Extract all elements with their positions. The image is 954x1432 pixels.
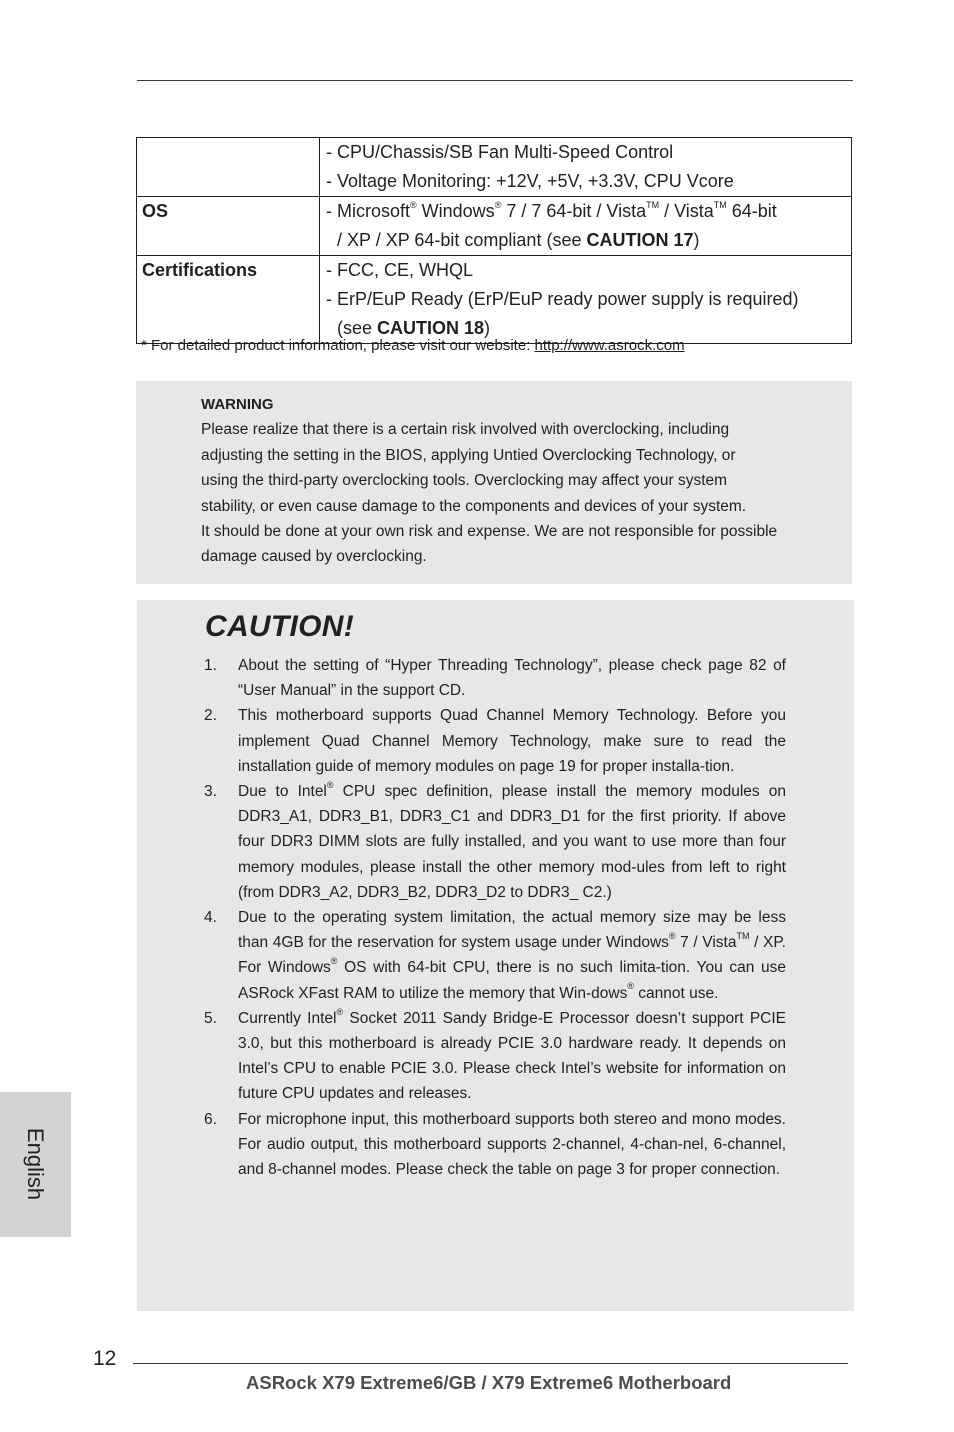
spec-line: - Microsoft® Windows® 7 / 7 64-bit / Vista™ / Vista™ 64-bit bbox=[326, 200, 777, 221]
header-rule bbox=[137, 80, 853, 81]
spec-line: / XP / XP 64-bit compliant (see CAUTION 17) bbox=[337, 230, 700, 250]
spec-label-os: OS bbox=[137, 197, 320, 256]
warning-line: stability, or even cause damage to the components and devices of your system. bbox=[201, 497, 747, 515]
table-row bbox=[137, 256, 852, 344]
caution-list bbox=[202, 653, 786, 1182]
warning-line: It should be done at your own risk and expense. We are not responsible for possible bbox=[201, 523, 778, 541]
spec-line: (see CAUTION 18) bbox=[337, 318, 491, 338]
spec-label-certifications: Certifications bbox=[137, 256, 320, 344]
table-row bbox=[137, 138, 852, 197]
table-row bbox=[137, 197, 852, 256]
spec-label-empty bbox=[137, 138, 320, 197]
language-tab bbox=[0, 1092, 71, 1237]
footer-title: ASRock X79 Extreme6/GB / X79 Extreme6 Motherboard bbox=[246, 1372, 732, 1393]
list-item: 2. This motherboard supports Quad Channel Memory Technology. Before you implement Quad Channel Memory Technology, make sure to read the installation guide of memory modules on page 19 for proper installa-tion. bbox=[204, 707, 786, 775]
warning-title: WARNING bbox=[201, 396, 274, 413]
caution-box bbox=[137, 600, 854, 1311]
warning-line: adjusting the setting in the BIOS, applying Untied Overclocking Technology, or bbox=[201, 446, 736, 464]
spec-line: - Voltage Monitoring: +12V, +5V, +3.3V, CPU Vcore bbox=[326, 171, 734, 191]
spec-line: - ErP/EuP Ready (ErP/EuP ready power supply is required) bbox=[326, 289, 799, 309]
list-item: 1. About the setting of “Hyper Threading Technology”, please check page 82 of “User Manual” in the support CD. bbox=[204, 657, 786, 700]
spec-line: - FCC, CE, WHQL bbox=[326, 260, 473, 280]
warning-line: using the third-party overclocking tools. Overclocking may affect your system bbox=[201, 472, 728, 490]
list-item: 6. For microphone input, this motherboard supports both stereo and mono modes. For audio output, this motherboard supports 2-channel, 4-chan-nel, 6-channel, and 8-channel modes. Please check the table on page 3 for proper connection. bbox=[204, 1110, 786, 1179]
list-item: 4. Due to the operating system limitation, the actual memory size may be less than 4GB for the reservation for system usage under Windows® 7 / Vista™ / XP. For Windows® OS with 64-bit CPU, there is no such limita-tion. You can use ASRock XFast RAM to utilize the memory that Win-dows® cannot use. bbox=[204, 909, 786, 1002]
spec-table bbox=[136, 137, 852, 344]
list-item: 5. Currently Intel® Socket 2011 Sandy Bridge-E Processor doesn’t support PCIE 3.0, but this motherboard is already PCIE 3.0 hardware ready. It depends on Intel’s CPU to enable PCIE 3.0. Please check Intel’s website for information on future CPU updates and releases. bbox=[204, 1006, 786, 1103]
language-tab-label: English bbox=[23, 1127, 48, 1201]
footnote: * For detailed product information, please visit our website: http://www.asrock.com bbox=[141, 337, 685, 354]
spec-line: - CPU/Chassis/SB Fan Multi-Speed Control bbox=[326, 142, 674, 162]
caution-title: CAUTION! bbox=[205, 610, 355, 643]
warning-line: Please realize that there is a certain risk involved with overclocking, including bbox=[201, 421, 730, 439]
spec-value-fan-voltage bbox=[320, 138, 852, 197]
website-link[interactable]: http://www.asrock.com bbox=[534, 337, 685, 354]
warning-box bbox=[136, 381, 852, 584]
spec-value-certifications bbox=[320, 256, 852, 344]
spec-value-os bbox=[320, 197, 852, 256]
warning-line: damage caused by overclocking. bbox=[201, 548, 427, 566]
footer-rule bbox=[133, 1363, 848, 1364]
list-item: 3. Due to Intel® CPU spec definition, please install the memory modules on DDR3_A1, DDR3_B1, DDR3_C1 and DDR3_D1 for the first priority. If above four DDR3 DIMM slots are fully installed, and you want to use more than four memory modules, please install the other memory mod-ules from left to right (from DDR3_A2, DDR3_B2, DDR3_D2 to DDR3_ C2.) bbox=[204, 779, 786, 901]
page-number: 12 bbox=[93, 1347, 117, 1370]
